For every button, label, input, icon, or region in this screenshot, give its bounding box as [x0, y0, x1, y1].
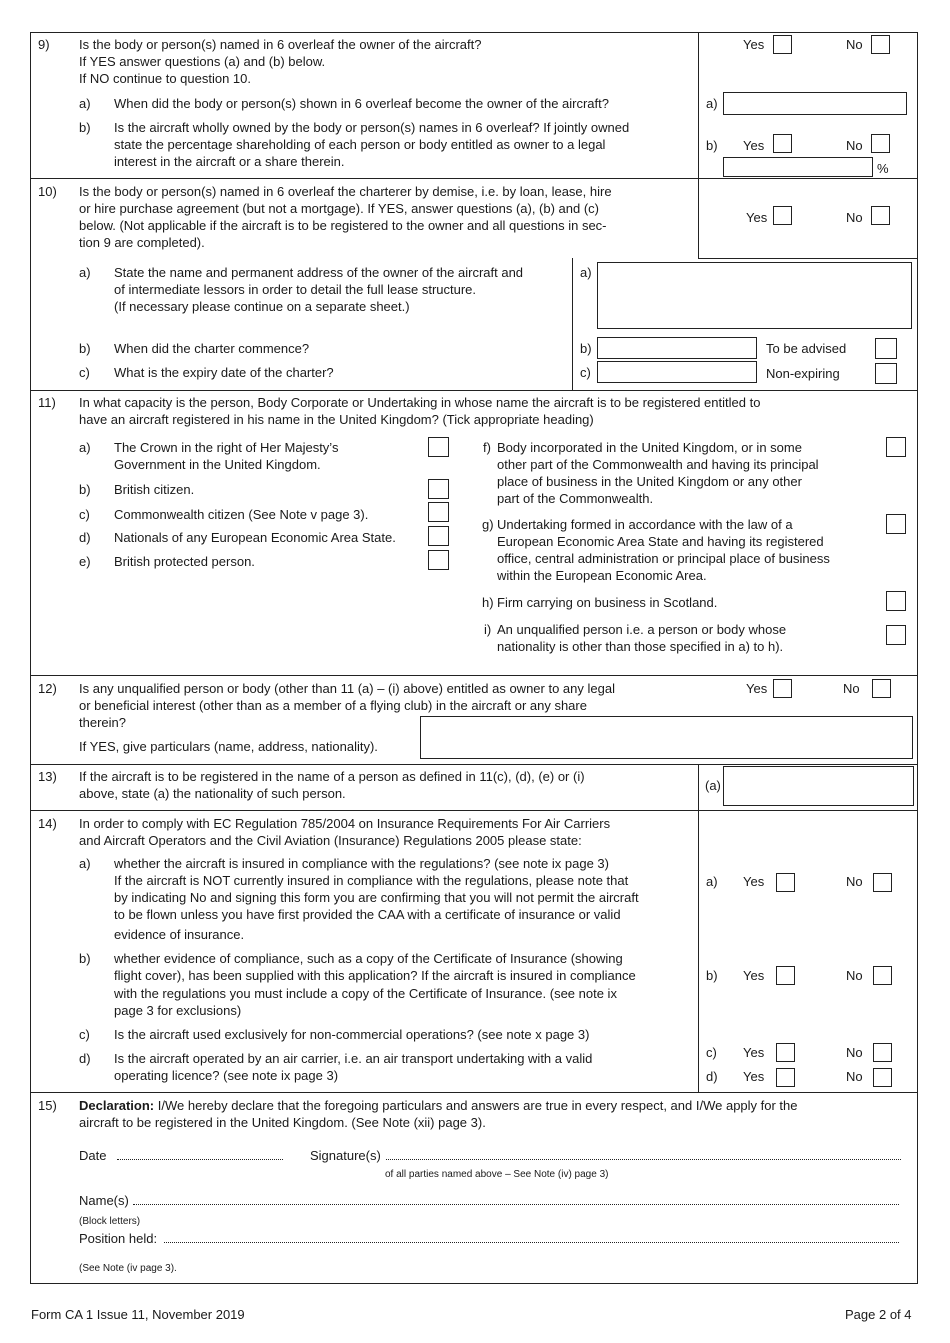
q14-a-yes-label: Yes: [743, 874, 765, 889]
q11-i-line-1: An unqualified person i.e. a person or body whose: [497, 622, 787, 637]
q9-yes-label: Yes: [743, 37, 765, 52]
q13-line-2: above, state (a) the nationality of such person.: [79, 786, 346, 801]
column-divider-q13: [698, 764, 699, 811]
q14-b-line-2: flight cover), has been supplied with this application? If the aircraft is insured in compliance: [114, 968, 636, 983]
q11-f-label: f): [483, 440, 491, 455]
q14-d-line-1: Is the aircraft operated by an air carrier, i.e. an air transport undertaking with a valid: [114, 1051, 593, 1066]
q13-answer-label: (a): [705, 778, 721, 793]
q9-line-1: Is the body or person(s) named in 6 overleaf the owner of the aircraft?: [79, 37, 482, 52]
q11-f-line-4: part of the Commonwealth.: [497, 491, 654, 506]
q11-a-line-1: The Crown in the right of Her Majesty’s: [114, 440, 339, 455]
q15-signature-label: Signature(s): [310, 1148, 381, 1163]
q9-b-percent-sign: %: [877, 161, 889, 176]
q15-declaration-line-1: [79, 1097, 798, 1114]
q14-a-line-5: evidence of insurance.: [114, 927, 245, 942]
q11-i-checkbox[interactable]: [886, 625, 906, 645]
q9-number: 9): [38, 37, 50, 52]
q14-a-line-4: to be flown unless you have first provided the CAA with a certificate of insurance or valid: [114, 907, 621, 922]
divider-q13: [30, 764, 918, 765]
q11-f-line-3: place of business in the United Kingdom or any other: [497, 474, 802, 489]
q15-number: 15): [38, 1098, 57, 1113]
q14-d-answer-label: d): [706, 1069, 718, 1084]
q10-b-label: b): [79, 341, 91, 356]
q9-b-yes-checkbox[interactable]: [773, 134, 792, 153]
q11-a-checkbox[interactable]: [428, 437, 449, 457]
q10-a-label: a): [79, 265, 91, 280]
q14-b-yes-checkbox[interactable]: [776, 966, 795, 985]
q11-f-line-1: Body incorporated in the United Kingdom, or in some: [497, 440, 802, 455]
q14-d-line-2: operating licence? (see note ix page 3): [114, 1068, 339, 1083]
q9-line-3: If NO continue to question 10.: [79, 71, 251, 86]
q11-a-label: a): [79, 440, 91, 455]
q9-no-label: No: [846, 37, 863, 52]
q11-number: 11): [38, 395, 56, 410]
q12-particulars-field[interactable]: [420, 716, 913, 759]
q11-d-text: Nationals of any European Economic Area State.: [114, 530, 396, 545]
q15-position-field[interactable]: [164, 1242, 899, 1243]
q11-line-1: In what capacity is the person, Body Corporate or Undertaking in whose name the aircraft is to be registered entitled to: [79, 395, 761, 410]
q13-nationality-field[interactable]: [723, 766, 914, 806]
q10-no-label: No: [846, 210, 863, 225]
q14-c-yes-label: Yes: [743, 1045, 765, 1060]
q10-no-checkbox[interactable]: [871, 206, 890, 225]
q9-a-label: a): [79, 96, 91, 111]
q10-a-line-1: State the name and permanent address of the owner of the aircraft and: [114, 265, 524, 280]
q12-line-2: or beneficial interest (other than as a member of a flying club) in the aircraft or any share: [79, 698, 587, 713]
q10-a-line-2: of intermediate lessors in order to detail the full lease structure.: [114, 282, 477, 297]
q11-g-label: g): [482, 517, 494, 532]
q9-b-answer-label: b): [706, 138, 718, 153]
q14-b-answer-label: b): [706, 968, 718, 983]
q14-c-no-label: No: [846, 1045, 863, 1060]
divider-q15: [30, 1092, 918, 1093]
q9-b-percentage-field[interactable]: [723, 157, 873, 177]
q14-b-line-3: with the regulations you must include a copy of the Certificate of Insurance. (see note ix: [114, 986, 617, 1001]
q11-f-line-2: other part of the Commonwealth and having its principal: [497, 457, 819, 472]
q12-line-3: therein?: [79, 715, 126, 730]
q12-no-label: No: [843, 681, 860, 696]
q11-e-text: British protected person.: [114, 554, 255, 569]
q14-c-answer-label: c): [706, 1045, 717, 1060]
q10-to-be-advised-label: To be advised: [766, 341, 847, 356]
q15-declaration-line-2: aircraft to be registered in the United Kingdom. (See Note (xii) page 3).: [79, 1115, 486, 1130]
q9-a-answer-label: a): [706, 96, 718, 111]
q15-signature-field[interactable]: [386, 1159, 901, 1160]
q9-b-line-3: interest in the aircraft or a share therein.: [114, 154, 345, 169]
q10-number: 10): [38, 184, 57, 199]
q10-yes-checkbox[interactable]: [773, 206, 792, 225]
q11-i-label: i): [484, 622, 492, 637]
q14-a-no-checkbox[interactable]: [873, 873, 892, 892]
q10-yes-label: Yes: [746, 210, 768, 225]
q11-line-2: have an aircraft registered in his name in the United Kingdom? (Tick appropriate heading): [79, 412, 594, 427]
q15-names-field[interactable]: [133, 1204, 899, 1205]
q10-a-answer-label: a): [580, 265, 592, 280]
q9-b-no-checkbox[interactable]: [871, 134, 890, 153]
q10-a-line-3: (If necessary please continue on a separate sheet.): [114, 299, 410, 314]
q11-d-label: d): [79, 530, 91, 545]
q15-see-note: (See Note (iv page 3).: [79, 1263, 177, 1274]
q11-g-line-2: European Economic Area State and having its registered: [497, 534, 824, 549]
q11-a-line-2: Government in the United Kingdom.: [114, 457, 321, 472]
q9-b-line-2: state the percentage shareholding of each person or body entitled as owner to a legal: [114, 137, 606, 152]
q14-a-line-2: If the aircraft is NOT currently insured in compliance with the regulations, please note that: [114, 873, 629, 888]
q11-h-label: h): [482, 595, 494, 610]
column-divider-q14: [698, 810, 699, 1093]
q14-b-label: b): [79, 951, 91, 966]
q14-d-yes-checkbox[interactable]: [776, 1068, 795, 1087]
q10-c-answer-label: c): [580, 365, 591, 380]
q12-yes-checkbox[interactable]: [773, 679, 792, 698]
q10-header-underline: [698, 258, 918, 259]
q15-declaration-text: I/We hereby declare that the foregoing particulars and answers are true in every respect, and I/We apply for the: [154, 1098, 798, 1113]
q11-g-line-3: office, central administration or principal place of business: [497, 551, 830, 566]
divider-q10: [30, 178, 918, 179]
q14-a-no-label: No: [846, 874, 863, 889]
q9-b-label: b): [79, 120, 91, 135]
q14-d-no-label: No: [846, 1069, 863, 1084]
q14-a-answer-label: a): [706, 874, 718, 889]
q15-block-letters-note: (Block letters): [79, 1216, 141, 1227]
q11-g-checkbox[interactable]: [886, 514, 906, 534]
q13-line-1: If the aircraft is to be registered in the name of a person as defined in 11(c), (d), (e) or (i): [79, 769, 585, 784]
q14-c-text: Is the aircraft used exclusively for non-commercial operations? (see note x page 3): [114, 1027, 590, 1042]
q14-number: 14): [38, 816, 57, 831]
q12-number: 12): [38, 681, 57, 696]
q10-c-charter-expiry-field[interactable]: [597, 361, 757, 383]
q15-signature-note: of all parties named above – See Note (iv) page 3): [385, 1169, 609, 1180]
q14-c-yes-checkbox[interactable]: [776, 1043, 795, 1062]
q11-b-label: b): [79, 482, 91, 497]
divider-q12: [30, 675, 918, 676]
q11-g-line-4: within the European Economic Area.: [497, 568, 707, 583]
q9-a-text: When did the body or person(s) shown in 6 overleaf become the owner of the aircraft?: [114, 96, 609, 111]
q14-line-2: and Aircraft Operators and the Civil Aviation (Insurance) Regulations 2005 please state:: [79, 833, 582, 848]
q11-c-checkbox[interactable]: [428, 502, 449, 522]
q11-e-label: e): [79, 554, 91, 569]
q11-c-label: c): [79, 507, 90, 522]
q14-d-label: d): [79, 1051, 91, 1066]
q11-e-checkbox[interactable]: [428, 550, 449, 570]
q10-a-owner-address-field[interactable]: [597, 262, 912, 329]
q10-b-charter-start-field[interactable]: [597, 337, 757, 359]
q14-c-no-checkbox[interactable]: [873, 1043, 892, 1062]
q10-line-2: or hire purchase agreement (but not a mortgage). If YES, answer questions (a), (b) and (c): [79, 201, 600, 216]
q10-line-1: Is the body or person(s) named in 6 overleaf the charterer by demise, i.e. by loan, lease, hire: [79, 184, 612, 199]
q10-line-3: below. (Not applicable if the aircraft is to be registered to the owner and all questions in sec-: [79, 218, 607, 233]
q10-c-label: c): [79, 365, 90, 380]
q10-non-expiring-checkbox[interactable]: [875, 363, 897, 384]
q10-line-4: tion 9 are completed).: [79, 235, 205, 250]
q10-non-expiring-label: Non-expiring: [766, 366, 840, 381]
q15-date-field[interactable]: [117, 1159, 283, 1160]
q15-declaration-heading: Declaration:: [79, 1098, 155, 1113]
column-divider-q9: [698, 32, 699, 179]
q11-b-checkbox[interactable]: [428, 479, 449, 499]
q10-to-be-advised-checkbox[interactable]: [875, 338, 897, 359]
q15-date-label: Date: [79, 1148, 107, 1163]
q12-no-checkbox[interactable]: [872, 679, 891, 698]
q11-c-text: Commonwealth citizen (See Note v page 3).: [114, 507, 369, 522]
q14-b-no-label: No: [846, 968, 863, 983]
q15-names-label: Name(s): [79, 1193, 129, 1208]
q14-d-yes-label: Yes: [743, 1069, 765, 1084]
divider-q11: [30, 390, 918, 391]
q14-b-line-1: whether evidence of compliance, such as a copy of the Certificate of Insurance (showing: [114, 951, 623, 966]
q14-c-label: c): [79, 1027, 90, 1042]
q9-b-yes-label: Yes: [743, 138, 765, 153]
q9-b-line-1: Is the aircraft wholly owned by the body or person(s) names in 6 overleaf? If jointly owned: [114, 120, 630, 135]
q14-b-yes-label: Yes: [743, 968, 765, 983]
q9-b-no-label: No: [846, 138, 863, 153]
q14-a-line-1: whether the aircraft is insured in compliance with the regulations? (see note ix page 3): [114, 856, 609, 871]
q12-line-1: Is any unqualified person or body (other than 11 (a) – (i) above) entitled as owner to any legal: [79, 681, 615, 696]
q9-no-checkbox[interactable]: [871, 35, 890, 54]
q11-g-line-1: Undertaking formed in accordance with the law of a: [497, 517, 793, 532]
q14-b-line-4: page 3 for exclusions): [114, 1003, 242, 1018]
q14-line-1: In order to comply with EC Regulation 785/2004 on Insurance Requirements For Air Carriers: [79, 816, 611, 831]
footer-form-id: Form CA 1 Issue 11, November 2019: [31, 1307, 245, 1322]
form-border-bottom: [30, 1283, 918, 1284]
q14-a-line-3: by indicating No and signing this form you are confirming that you will not permit the aircraft: [114, 890, 639, 905]
form-border-left: [30, 32, 31, 1284]
form-border-right: [917, 32, 918, 1284]
q9-a-ownership-date-field[interactable]: [723, 92, 907, 115]
q14-a-label: a): [79, 856, 91, 871]
divider-q14: [30, 810, 918, 811]
q10-b-answer-label: b): [580, 341, 592, 356]
column-divider-q10: [698, 178, 699, 258]
q11-d-checkbox[interactable]: [428, 526, 449, 546]
column-divider-q10-sub: [572, 258, 573, 391]
q11-h-checkbox[interactable]: [886, 591, 906, 611]
q12-yes-label: Yes: [746, 681, 768, 696]
q9-yes-checkbox[interactable]: [773, 35, 792, 54]
q10-c-text: What is the expiry date of the charter?: [114, 365, 334, 380]
q14-d-no-checkbox[interactable]: [873, 1068, 892, 1087]
form-border-top: [30, 32, 918, 33]
q15-position-label: Position held:: [79, 1231, 158, 1246]
q14-b-no-checkbox[interactable]: [873, 966, 892, 985]
q12-line-4: If YES, give particulars (name, address, nationality).: [79, 739, 378, 754]
q13-number: 13): [38, 769, 57, 784]
q10-b-text: When did the charter commence?: [114, 341, 310, 356]
q9-line-2: If YES answer questions (a) and (b) below.: [79, 54, 326, 69]
q11-i-line-2: nationality is other than those specified in a) to h).: [497, 639, 784, 654]
q11-f-checkbox[interactable]: [886, 437, 906, 457]
q11-b-text: British citizen.: [114, 482, 195, 497]
q11-h-text: Firm carrying on business in Scotland.: [497, 595, 718, 610]
q14-a-yes-checkbox[interactable]: [776, 873, 795, 892]
footer-page-number: Page 2 of 4: [845, 1307, 912, 1322]
